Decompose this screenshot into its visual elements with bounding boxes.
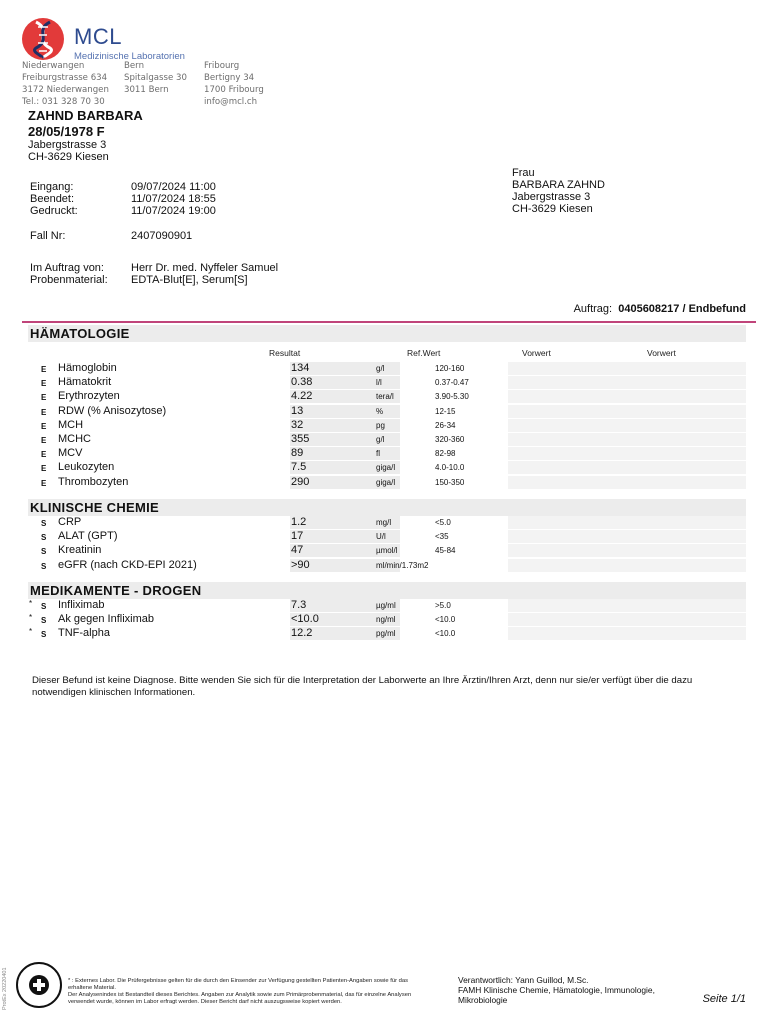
test-reference: <10.0 xyxy=(435,615,456,625)
previous-values-band xyxy=(508,433,746,446)
test-unit: U/l xyxy=(376,532,386,542)
result-row xyxy=(28,376,746,390)
test-name: Hämoglobin xyxy=(58,362,117,374)
dna-helix-icon xyxy=(22,18,64,60)
test-result: 4.22 xyxy=(290,390,400,403)
test-reference: >5.0 xyxy=(435,601,451,610)
responsible-person: Verantwortlich: Yann Guillod, M.Sc. FAMH Klinische Chemie, Hämatologie, Immunologie, Mikrobiologie xyxy=(458,975,655,1005)
previous-values-band xyxy=(508,530,746,543)
test-reference: 82-98 xyxy=(435,449,456,459)
sample-flag: E xyxy=(41,478,47,488)
test-result: <10.0 xyxy=(290,613,400,626)
test-unit: mg/l xyxy=(376,518,392,527)
previous-values-band xyxy=(508,599,746,612)
section-haematologie: HÄMATOLOGIE xyxy=(28,325,746,342)
sample-flag: S xyxy=(41,630,47,640)
test-unit: g/l xyxy=(376,364,385,373)
page-number: Seite 1/1 xyxy=(702,993,746,1005)
test-reference: 320-360 xyxy=(435,435,465,444)
test-result: 355 xyxy=(290,433,400,446)
result-row xyxy=(28,419,746,433)
patient-dob-sex: 28/05/1978 F xyxy=(28,124,105,139)
test-reference: <5.0 xyxy=(435,518,451,527)
sample-flag: S xyxy=(41,547,47,557)
gedruckt-date: 11/07/2024 19:00 xyxy=(131,205,216,217)
test-name: TNF-alpha xyxy=(58,627,110,640)
previous-values-band xyxy=(508,405,746,418)
test-unit: µmol/l xyxy=(376,546,398,556)
patient-address: Jabergstrasse 3 CH-3629 Kiesen xyxy=(28,139,109,163)
lab-logo xyxy=(22,18,202,60)
column-vorwert-2: Vorwert xyxy=(647,348,676,358)
eingang-date: 09/07/2024 11:00 xyxy=(131,181,216,193)
previous-values-band xyxy=(508,627,746,640)
test-unit: % xyxy=(376,406,384,416)
test-unit: giga/l xyxy=(376,463,396,473)
order-labels: Im Auftrag von: Probenmaterial: xyxy=(30,262,108,286)
test-result: 0.38 xyxy=(290,376,400,389)
test-name: Ak gegen Infliximab xyxy=(58,613,154,626)
test-reference: <10.0 xyxy=(435,629,456,639)
sample-material: EDTA-Blut[E], Serum[S] xyxy=(131,274,248,286)
previous-values-band xyxy=(508,362,746,375)
result-row xyxy=(28,544,746,558)
sample-flag: E xyxy=(41,365,47,374)
location-fribourg: Fribourg Bertigny 34 1700 Fribourg info@mcl.ch xyxy=(204,61,264,107)
beendet-date: 11/07/2024 18:55 xyxy=(131,193,216,205)
sample-flag: E xyxy=(41,464,47,474)
test-unit: fl xyxy=(376,449,380,459)
result-row xyxy=(28,530,746,544)
test-unit: g/l xyxy=(376,435,385,444)
test-result: 290 xyxy=(290,476,400,489)
previous-values-band xyxy=(508,516,746,529)
ordering-physician: Herr Dr. med. Nyffeler Samuel xyxy=(131,262,279,274)
result-row xyxy=(28,516,746,530)
sample-flag: E xyxy=(41,436,47,445)
disclaimer-text: Dieser Befund ist keine Diagnose. Bitte wenden Sie sich für die Interpretation der Laborwerte an Ihre Ärztin/Ihren Arzt, denn nur sie/er verfügt über die dazu notwendigen klinischen Informationen. xyxy=(32,675,693,698)
logo-subtitle: Medizinische Laboratorien xyxy=(74,51,185,62)
previous-values-band xyxy=(508,559,746,572)
fall-label: Fall Nr: xyxy=(30,230,66,242)
date-labels: Eingang: Beendet: Gedruckt: xyxy=(30,181,78,217)
sample-flag: E xyxy=(41,379,47,389)
test-name: Infliximab xyxy=(58,599,105,611)
test-reference: 3.90-5.30 xyxy=(435,392,469,402)
previous-values-band xyxy=(508,376,746,389)
order-values xyxy=(131,262,278,286)
test-result: 89 xyxy=(290,447,400,460)
test-reference: 12-15 xyxy=(435,406,456,416)
external-lab-marker: * xyxy=(29,627,33,637)
test-name: RDW (% Anisozytose) xyxy=(58,404,167,417)
test-name: Kreatinin xyxy=(58,544,102,557)
recipient-address: Frau BARBARA ZAHND Jabergstrasse 3 CH-3629 Kiesen xyxy=(512,167,605,215)
section-klinische-chemie: KLINISCHE CHEMIE xyxy=(28,499,746,516)
test-name: eGFR (nach CKD-EPI 2021) xyxy=(58,558,197,571)
result-row xyxy=(28,476,746,490)
test-result: 7.3 xyxy=(290,599,400,612)
previous-values-band xyxy=(508,476,746,489)
sample-flag: E xyxy=(41,393,47,403)
test-reference: <35 xyxy=(435,532,449,542)
test-name: Hämatokrit xyxy=(58,376,112,389)
previous-values-band xyxy=(508,419,746,432)
result-row xyxy=(28,461,746,475)
test-result: 32 xyxy=(290,419,400,432)
result-row xyxy=(28,405,746,419)
location-bern: Bern Spitalgasse 30 3011 Bern xyxy=(124,61,187,95)
order-number: Auftrag: 0405608217 / Endbefund xyxy=(573,303,746,315)
result-row xyxy=(28,627,746,641)
result-row xyxy=(28,599,746,613)
test-name: MCH xyxy=(58,418,84,431)
previous-values-band xyxy=(508,390,746,403)
external-lab-marker: * xyxy=(29,599,33,608)
accent-divider xyxy=(22,321,756,323)
test-unit: pg/ml xyxy=(376,629,396,639)
sample-flag: S xyxy=(41,519,47,528)
result-row xyxy=(28,613,746,627)
sample-flag: S xyxy=(41,561,47,571)
sample-flag: S xyxy=(41,616,47,626)
result-row xyxy=(28,433,746,447)
result-row xyxy=(28,390,746,404)
test-unit: µg/ml xyxy=(376,601,396,610)
sample-flag: E xyxy=(41,450,47,460)
test-reference: 45-84 xyxy=(435,546,456,556)
test-name: ALAT (GPT) xyxy=(58,530,118,543)
sample-flag: E xyxy=(41,421,47,431)
test-result: 1.2 xyxy=(290,516,400,529)
test-reference: 150-350 xyxy=(435,477,465,487)
column-refwert: Ref.Wert xyxy=(407,348,441,358)
previous-values-band xyxy=(508,544,746,557)
previous-values-band xyxy=(508,613,746,626)
footer-vertical-code: ProtEx 20220401 xyxy=(2,967,8,1010)
test-reference: 26-34 xyxy=(435,420,456,430)
test-reference: 0.37-0.47 xyxy=(435,378,469,388)
test-result: 12.2 xyxy=(290,627,400,640)
test-name: Leukozyten xyxy=(58,461,115,474)
test-result: 134 xyxy=(290,362,400,375)
patient-name: ZAHND BARBARA xyxy=(28,108,143,123)
footer-notes: * : Externes Labor. Die Prüfergebnisse gelten für die durch den Einsender zur Verfügung gestellten Patienten-Angaben sowie für das erhaltene Material. Der Analysenindex ist Bestandteil dieses Berichtes. Angaben zur Analytik sowie zum Primärprobenmaterial, das für einzelne Analysen verwendet wurde, können im Labor erfragt werden. Dieser Bericht darf nicht auszugsweise kopiert werden. xyxy=(68,978,412,1005)
sample-flag: S xyxy=(41,602,47,611)
test-unit: pg xyxy=(376,420,385,430)
test-reference: 120-160 xyxy=(435,364,465,373)
result-row xyxy=(28,559,746,573)
previous-values-band xyxy=(508,447,746,460)
test-result: 7.5 xyxy=(290,461,400,474)
sample-flag: S xyxy=(41,533,47,543)
test-result: 13 xyxy=(290,405,400,418)
result-row xyxy=(28,447,746,461)
column-resultat: Resultat xyxy=(269,348,301,358)
date-values xyxy=(131,181,216,217)
fall-number: 2407090901 xyxy=(131,230,193,242)
logo-text: MCL xyxy=(74,24,122,49)
test-unit: tera/l xyxy=(376,392,394,402)
test-unit: giga/l xyxy=(376,477,396,487)
previous-values-band xyxy=(508,461,746,474)
test-unit: ng/ml xyxy=(376,615,396,625)
test-result: >90 xyxy=(290,559,400,572)
test-reference: 4.0-10.0 xyxy=(435,463,465,473)
sample-flag: E xyxy=(41,407,47,417)
location-niederwangen: Niederwangen Freiburgstrasse 634 3172 Niederwangen Tel.: 031 328 70 30 xyxy=(22,61,109,107)
test-name: CRP xyxy=(58,516,82,528)
test-name: MCHC xyxy=(58,433,91,445)
external-lab-marker: * xyxy=(29,613,33,623)
test-unit: ml/min/1.73m2 xyxy=(376,560,429,570)
result-row xyxy=(28,362,746,376)
test-result: 47 xyxy=(290,544,400,557)
test-name: Erythrozyten xyxy=(58,390,120,403)
test-unit: l/l xyxy=(376,378,382,388)
column-vorwert-1: Vorwert xyxy=(522,348,551,358)
section-medikamente-drogen: MEDIKAMENTE - DROGEN xyxy=(28,582,746,599)
lab-email: info@mcl.ch xyxy=(204,97,258,107)
test-result: 17 xyxy=(290,530,400,543)
test-name: Thrombozyten xyxy=(58,475,129,488)
test-name: MCV xyxy=(58,447,83,460)
accreditation-seal-icon xyxy=(16,962,62,1008)
